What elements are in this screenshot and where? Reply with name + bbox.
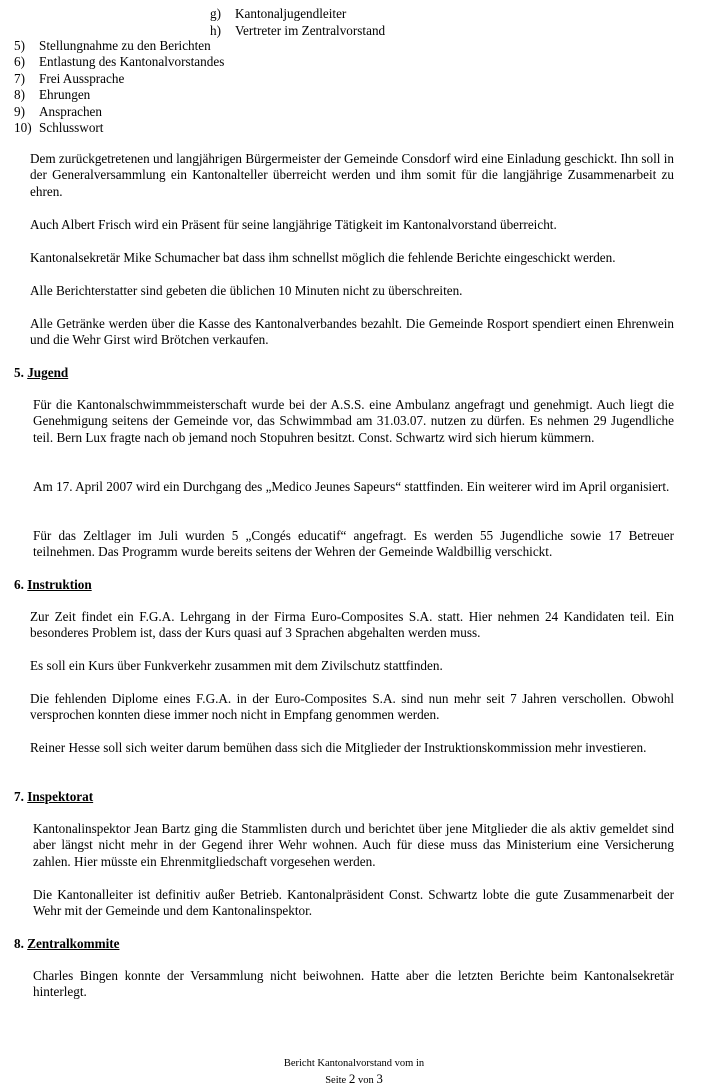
page-prefix: Seite	[325, 1075, 349, 1086]
sub-item-text: Vertreter im Zentralvorstand	[235, 22, 386, 38]
agenda-item	[14, 38, 224, 54]
intro-paragraph: Alle Berichterstatter sind gebeten die üblichen 10 Minuten nicht zu überschreiten.	[30, 283, 463, 298]
agenda-text: Stellungnahme zu den Berichten	[39, 38, 211, 53]
sub-item-list	[210, 6, 385, 39]
section-title: Jugend	[27, 365, 69, 380]
agenda-list	[14, 38, 224, 136]
agenda-number: 7)	[14, 70, 25, 86]
section-paragraph: Für die Kantonalschwimmmeisterschaft wurde bei der A.S.S. eine Ambulanz angefragt und genehmigt. Auch liegt die Genehmigung seitens der Gemeinde vor, das Schwimmbad am 31.03.07. nutzen zu dürfen. Es nehmen 29 Jugendliche teil. Bern Lux fragte nach ob jemand noch Stopuhren besitzt. Const. Schwartz wird sich hierum kümmern.	[33, 397, 674, 445]
intro-paragraph: Kantonalsekretär Mike Schumacher bat dass ihm schnellst möglich die fehlende Berichte eingeschickt werden.	[30, 250, 616, 265]
footer-page-number	[0, 1072, 708, 1087]
page-current: 2	[348, 1071, 356, 1086]
agenda-text: Entlastung des Kantonalvorstandes	[39, 54, 225, 70]
section-heading-inspektorat	[14, 789, 93, 805]
footer-report-line: Bericht Kantonalvorstand vom in	[283, 1058, 425, 1069]
agenda-number: 5)	[14, 38, 25, 53]
intro-paragraph: Alle Getränke werden über die Kasse des Kantonalverbandes bezahlt. Die Gemeinde Rosport spendiert einen Ehrenwein und die Wehr Girst wird Brötchen verkaufen.	[30, 316, 674, 348]
section-paragraph: Am 17. April 2007 wird ein Durchgang des „Medico Jeunes Sapeurs“ stattfinden. Ein weiterer wird im April organisiert.	[33, 479, 670, 494]
section-title: Instruktion	[27, 577, 92, 592]
page-mid: von	[355, 1075, 377, 1086]
section-title: Zentralkommite	[27, 936, 120, 951]
sub-item-mark: h)	[210, 22, 221, 38]
section-paragraph: Charles Bingen konnte der Versammlung nicht beiwohnen. Hatte aber die letzten Berichte beim Kantonalsekretär hinterlegt.	[33, 968, 674, 1000]
agenda-item	[14, 71, 224, 87]
section-paragraph: Zur Zeit findet ein F.G.A. Lehrgang in der Firma Euro-Composites S.A. statt. Hier nehmen 24 Kandidaten teil. Ein besonderes Problem ist, dass der Kurs quasi auf 3 Sprachen abgehalten werden muss.	[30, 609, 674, 641]
section-paragraph: Es soll ein Kurs über Funkverkehr zusammen mit dem Zivilschutz stattfinden.	[30, 658, 443, 673]
section-number: 5.	[14, 365, 24, 380]
agenda-text: Schlusswort	[39, 119, 104, 135]
intro-paragraph: Auch Albert Frisch wird ein Präsent für seine langjährige Tätigkeit im Kantonalvorstand überreicht.	[30, 217, 557, 232]
section-paragraph: Die Kantonalleiter ist definitiv außer Betrieb. Kantonalpräsident Const. Schwartz lobte die gute Zusammenarbeit der Wehr mit der Gemeinde und dem Kantonalinspektor.	[33, 887, 674, 919]
agenda-number: 10)	[14, 119, 32, 135]
agenda-text: Ansprachen	[39, 103, 102, 119]
section-heading-instruktion	[14, 577, 92, 593]
section-heading-jugend	[14, 365, 68, 381]
section-number: 6.	[14, 577, 24, 592]
section-number: 7.	[14, 789, 24, 804]
agenda-item	[14, 120, 224, 136]
section-title: Inspektorat	[27, 789, 94, 804]
sub-item-text: Kantonaljugendleiter	[235, 6, 347, 21]
agenda-number: 6)	[14, 54, 25, 70]
section-paragraph: Die fehlenden Diplome eines F.G.A. in der Euro-Composites S.A. sind nun mehr seit 7 Jahren verschollen. Obwohl versprochen konnten diese immer noch nicht in Empfang genommen werden.	[30, 691, 674, 723]
section-paragraph: Für das Zeltlager im Juli wurden 5 „Congés educatif“ angefragt. Es werden 55 Jugendliche sowie 17 Betreuer teilnehmen. Das Programm wurde bereits seitens der Wehren der Gemeinde Waldbillig verschickt.	[33, 528, 674, 560]
sub-item-mark: g)	[210, 6, 221, 21]
agenda-item	[14, 54, 224, 70]
intro-paragraph: Dem zurückgetretenen und langjährigen Bürgermeister der Gemeinde Consdorf wird eine Einladung geschickt. Ihn soll in der Generalversammlung ein Kantonalteller überreicht werden und ihm somit für die langjährige Zusammenarbeit zu ehren.	[30, 151, 674, 199]
section-paragraph: Kantonalinspektor Jean Bartz ging die Stammlisten durch und berichtet über jene Mitglieder die als aktiv gemeldet sind aber längst nicht mehr in der Gegend ihrer Wehr wohnen. Auch für diese muss das Ministerium eine Versicherung zahlen. Hier müsste ein Ehrenmitgliedschaft vorgesehen werden.	[33, 821, 674, 869]
agenda-item	[14, 87, 224, 103]
section-paragraph: Reiner Hesse soll sich weiter darum bemühen dass sich die Mitglieder der Instruktionskommission mehr investieren.	[30, 740, 647, 755]
sub-item	[210, 23, 385, 40]
agenda-number: 8)	[14, 87, 25, 103]
page-total: 3	[376, 1071, 383, 1086]
section-heading-zentralkommite	[14, 936, 119, 952]
agenda-number: 9)	[14, 103, 25, 119]
agenda-text: Ehrungen	[39, 87, 91, 103]
agenda-item	[14, 104, 224, 120]
sub-item	[210, 6, 385, 23]
section-number: 8.	[14, 936, 24, 951]
agenda-text: Frei Aussprache	[39, 70, 125, 86]
